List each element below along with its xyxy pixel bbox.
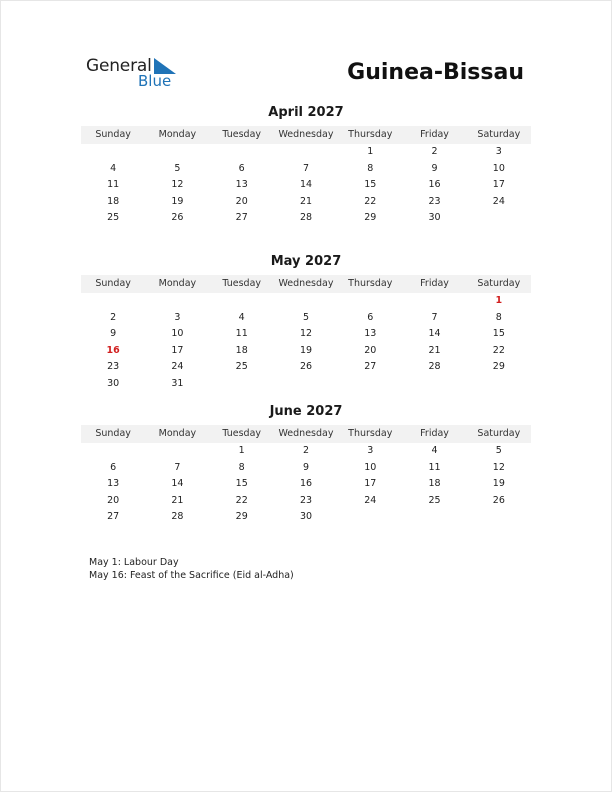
week-row bbox=[81, 460, 531, 477]
weekday-header: Saturday bbox=[477, 278, 521, 289]
day-cell: 23 bbox=[428, 195, 441, 207]
empty-day-cell bbox=[210, 293, 274, 310]
empty-day-cell bbox=[402, 376, 466, 393]
day-cell: 4 bbox=[238, 311, 245, 323]
day-cell: 16 bbox=[106, 344, 120, 356]
day-cell: 22 bbox=[492, 344, 505, 356]
weekday-header: Friday bbox=[420, 428, 449, 439]
day-cell: 6 bbox=[367, 311, 374, 323]
month-title: April 2027 bbox=[268, 105, 344, 120]
day-cell: 3 bbox=[495, 146, 502, 157]
day-cell: 24 bbox=[171, 361, 184, 373]
weekday-header: Sunday bbox=[95, 278, 131, 289]
day-cell: 20 bbox=[235, 195, 248, 207]
week-row bbox=[81, 326, 531, 343]
week-row bbox=[81, 177, 531, 194]
day-cell: 12 bbox=[299, 328, 313, 340]
day-cell: 28 bbox=[299, 212, 313, 224]
day-cell: 29 bbox=[492, 361, 505, 373]
weekday-header-row bbox=[81, 275, 531, 293]
weekday-header: Monday bbox=[158, 129, 197, 140]
day-cell: 28 bbox=[171, 511, 184, 523]
day-cell: 5 bbox=[174, 162, 181, 174]
empty-day-cell bbox=[467, 509, 531, 526]
day-cell: 7 bbox=[302, 162, 309, 174]
week-row bbox=[81, 359, 531, 376]
month-calendar-april bbox=[81, 104, 531, 227]
weekday-header: Wednesday bbox=[278, 428, 334, 439]
week-row bbox=[81, 509, 531, 526]
day-cell: 21 bbox=[299, 195, 313, 207]
month-title: June 2027 bbox=[269, 404, 343, 419]
day-cell: 17 bbox=[171, 344, 184, 356]
empty-day-cell bbox=[467, 376, 531, 393]
day-cell: 20 bbox=[364, 344, 377, 356]
weekday-header: Friday bbox=[420, 278, 449, 289]
empty-day-cell bbox=[338, 376, 402, 393]
weekday-header: Saturday bbox=[477, 129, 521, 140]
weekday-header: Sunday bbox=[95, 428, 131, 439]
day-cell: 19 bbox=[492, 478, 505, 490]
day-cell: 11 bbox=[235, 328, 248, 340]
day-cell: 14 bbox=[299, 179, 313, 191]
day-cell: 19 bbox=[299, 344, 313, 356]
day-cell: 18 bbox=[235, 344, 248, 356]
day-cell: 22 bbox=[235, 494, 248, 506]
day-cell: 4 bbox=[110, 162, 117, 174]
day-cell: 21 bbox=[171, 494, 184, 506]
day-cell: 9 bbox=[110, 328, 117, 340]
weekday-header: Monday bbox=[158, 428, 197, 439]
day-cell: 27 bbox=[107, 511, 120, 523]
day-cell: 18 bbox=[107, 195, 120, 207]
weekday-header: Monday bbox=[158, 278, 197, 289]
day-cell: 13 bbox=[235, 179, 248, 191]
day-cell: 24 bbox=[492, 195, 505, 207]
empty-day-cell bbox=[338, 509, 402, 526]
weekday-header: Thursday bbox=[348, 129, 393, 140]
day-cell: 6 bbox=[110, 461, 117, 473]
empty-day-cell bbox=[145, 443, 209, 460]
day-cell: 8 bbox=[367, 162, 374, 174]
empty-day-cell bbox=[210, 144, 274, 161]
country-title: Guinea-Bissau bbox=[347, 60, 524, 85]
day-cell: 15 bbox=[364, 179, 377, 191]
day-cell: 5 bbox=[495, 445, 502, 456]
day-cell: 8 bbox=[495, 311, 502, 323]
week-row bbox=[81, 343, 531, 360]
day-cell: 30 bbox=[428, 212, 441, 224]
day-cell: 31 bbox=[171, 377, 184, 389]
weekday-header: Wednesday bbox=[278, 278, 334, 289]
month-calendar-june bbox=[81, 403, 531, 526]
weekday-header: Thursday bbox=[348, 278, 393, 289]
day-cell: 7 bbox=[431, 311, 438, 323]
generalblue-logo bbox=[86, 56, 186, 92]
week-row bbox=[81, 210, 531, 227]
day-cell: 9 bbox=[431, 162, 438, 174]
day-cell: 25 bbox=[428, 494, 441, 506]
day-cell: 17 bbox=[364, 478, 377, 490]
weekday-header: Friday bbox=[420, 129, 449, 140]
day-cell: 23 bbox=[299, 494, 313, 506]
weekday-header: Tuesday bbox=[222, 129, 262, 140]
day-cell: 25 bbox=[235, 361, 248, 373]
day-cell: 13 bbox=[364, 328, 377, 340]
week-row bbox=[81, 443, 531, 460]
holiday-notes bbox=[89, 556, 294, 582]
day-cell: 14 bbox=[171, 478, 184, 490]
day-cell: 8 bbox=[238, 461, 245, 473]
day-cell: 2 bbox=[110, 311, 117, 323]
day-cell: 30 bbox=[299, 511, 313, 523]
weekday-header-row bbox=[81, 126, 531, 144]
day-cell: 9 bbox=[302, 461, 309, 473]
day-cell: 20 bbox=[107, 494, 120, 506]
empty-day-cell bbox=[210, 376, 274, 393]
logo-blue-text: Blue bbox=[138, 72, 172, 90]
weekday-header: Wednesday bbox=[278, 129, 334, 140]
week-row bbox=[81, 310, 531, 327]
week-row bbox=[81, 144, 531, 161]
day-cell: 13 bbox=[107, 478, 120, 490]
empty-day-cell bbox=[274, 376, 338, 393]
weekday-header: Tuesday bbox=[222, 278, 262, 289]
day-cell: 1 bbox=[495, 295, 503, 306]
month-calendar-may bbox=[81, 253, 531, 393]
day-cell: 4 bbox=[431, 445, 438, 456]
empty-day-cell bbox=[274, 144, 338, 161]
day-cell: 15 bbox=[235, 478, 248, 490]
day-cell: 12 bbox=[492, 461, 505, 473]
weekday-header: Thursday bbox=[348, 428, 393, 439]
day-cell: 11 bbox=[107, 179, 120, 191]
day-cell: 16 bbox=[299, 478, 313, 490]
day-cell: 27 bbox=[235, 212, 248, 224]
week-row bbox=[81, 293, 531, 310]
day-cell: 12 bbox=[171, 179, 184, 191]
weekday-header: Saturday bbox=[477, 428, 521, 439]
day-cell: 21 bbox=[428, 344, 441, 356]
day-cell: 25 bbox=[107, 212, 120, 224]
day-cell: 2 bbox=[302, 445, 309, 456]
day-cell: 18 bbox=[428, 478, 441, 490]
day-cell: 23 bbox=[107, 361, 120, 373]
empty-day-cell bbox=[402, 509, 466, 526]
day-cell: 17 bbox=[492, 179, 505, 191]
day-cell: 26 bbox=[171, 212, 184, 224]
weekday-header: Sunday bbox=[95, 129, 131, 140]
empty-day-cell bbox=[81, 443, 145, 460]
day-cell: 28 bbox=[428, 361, 441, 373]
day-cell: 22 bbox=[364, 195, 377, 207]
day-cell: 26 bbox=[299, 361, 313, 373]
empty-day-cell bbox=[338, 293, 402, 310]
day-cell: 10 bbox=[492, 162, 505, 174]
week-row bbox=[81, 161, 531, 178]
month-title: May 2027 bbox=[270, 254, 342, 269]
day-cell: 19 bbox=[171, 195, 184, 207]
week-row bbox=[81, 493, 531, 510]
day-cell: 10 bbox=[364, 461, 377, 473]
day-cell: 24 bbox=[364, 494, 377, 506]
empty-day-cell bbox=[402, 293, 466, 310]
day-cell: 1 bbox=[367, 146, 374, 157]
day-cell: 30 bbox=[107, 377, 120, 389]
weekday-header: Tuesday bbox=[222, 428, 262, 439]
day-cell: 29 bbox=[364, 212, 377, 224]
empty-day-cell bbox=[145, 144, 209, 161]
day-cell: 1 bbox=[238, 445, 245, 456]
empty-day-cell bbox=[274, 293, 338, 310]
day-cell: 3 bbox=[174, 311, 181, 323]
logo-general-text: General bbox=[86, 56, 152, 76]
day-cell: 5 bbox=[302, 311, 309, 323]
day-cell: 3 bbox=[367, 445, 374, 456]
week-row bbox=[81, 476, 531, 493]
day-cell: 16 bbox=[428, 179, 441, 191]
day-cell: 7 bbox=[174, 461, 181, 473]
day-cell: 29 bbox=[235, 511, 248, 523]
empty-day-cell bbox=[81, 144, 145, 161]
day-cell: 2 bbox=[431, 146, 438, 157]
week-row bbox=[81, 376, 531, 393]
empty-day-cell bbox=[145, 293, 209, 310]
week-row bbox=[81, 194, 531, 211]
holiday-note: May 1: Labour Day bbox=[89, 557, 179, 568]
empty-day-cell bbox=[467, 210, 531, 227]
weekday-header-row bbox=[81, 425, 531, 443]
day-cell: 14 bbox=[428, 328, 441, 340]
day-cell: 6 bbox=[238, 162, 245, 174]
day-cell: 10 bbox=[171, 328, 184, 340]
day-cell: 26 bbox=[492, 494, 505, 506]
day-cell: 27 bbox=[364, 361, 377, 373]
day-cell: 15 bbox=[492, 328, 505, 340]
holiday-note: May 16: Feast of the Sacrifice (Eid al-Adha) bbox=[89, 570, 294, 581]
empty-day-cell bbox=[81, 293, 145, 310]
day-cell: 11 bbox=[428, 461, 441, 473]
